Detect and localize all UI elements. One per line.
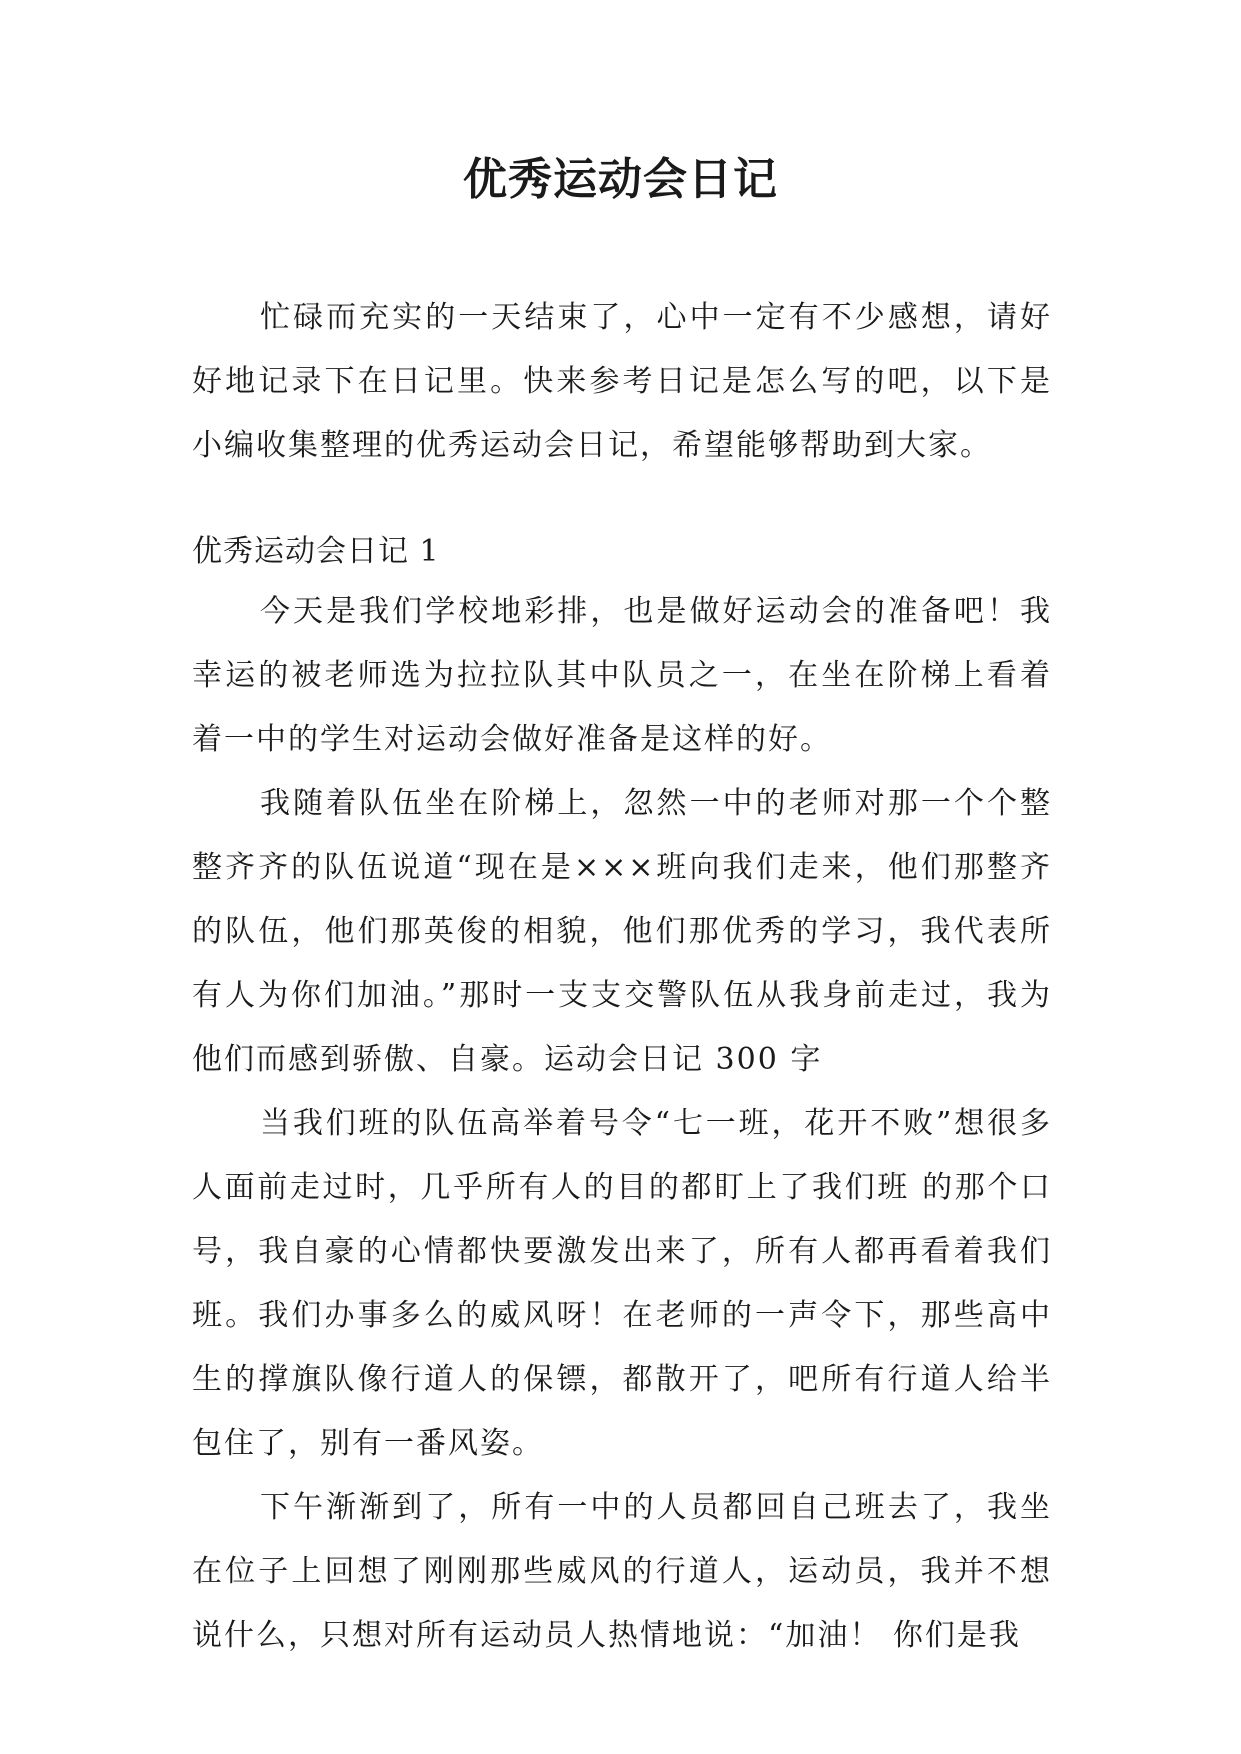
diary-paragraph-4: 下午渐渐到了，所有一中的人员都回自己班去了，我坐在位子上回想了刚刚那些威风的行道人，运动员，我并不想说什么，只想对所有运动员人热情地说：“加油！ 你们是我: [192, 1490, 1052, 1653]
intro-paragraph: 忙碌而充实的一天结束了，心中一定有不少感想，请好好地记录下在日记里。快来参考日记是怎么写的吧，以下是小编收集整理的优秀运动会日记，希望能够帮助到大家。: [192, 300, 1052, 463]
diary-content: [192, 580, 1052, 1668]
document-title: 优秀运动会日记: [463, 154, 778, 205]
diary-paragraph-1: 今天是我们学校地彩排，也是做好运动会的准备吧！我幸运的被老师选为拉拉队其中队员之一，在坐在阶梯上看着着一中的学生对运动会做好准备是这样的好。: [192, 594, 1052, 757]
section-heading: 优秀运动会日记 1: [192, 534, 440, 569]
diary-paragraph-3: 当我们班的队伍高举着号令“七一班，花开不败”想很多人面前走过时，几乎所有人的目的都盯上了我们班 的那个口号，我自豪的心情都快要激发出来了，所有人都再看着我们班。我们办事多么的威风呀！在老师的一声令下，那些高中生的撑旗队像行道人的保镖，都散开了，吧所有行道人给半包住了，别有一番风姿。: [192, 1106, 1052, 1461]
diary-paragraph-2: 我随着队伍坐在阶梯上，忽然一中的老师对那一个个整整齐齐的队伍说道“现在是×××班向我们走来，他们那整齐的队伍，他们那英俊的相貌，他们那优秀的学习，我代表所有人为你们加油。”那时一支支交警队伍从我身前走过，我为他们而感到骄傲、自豪。运动会日记 300 字: [192, 786, 1052, 1077]
